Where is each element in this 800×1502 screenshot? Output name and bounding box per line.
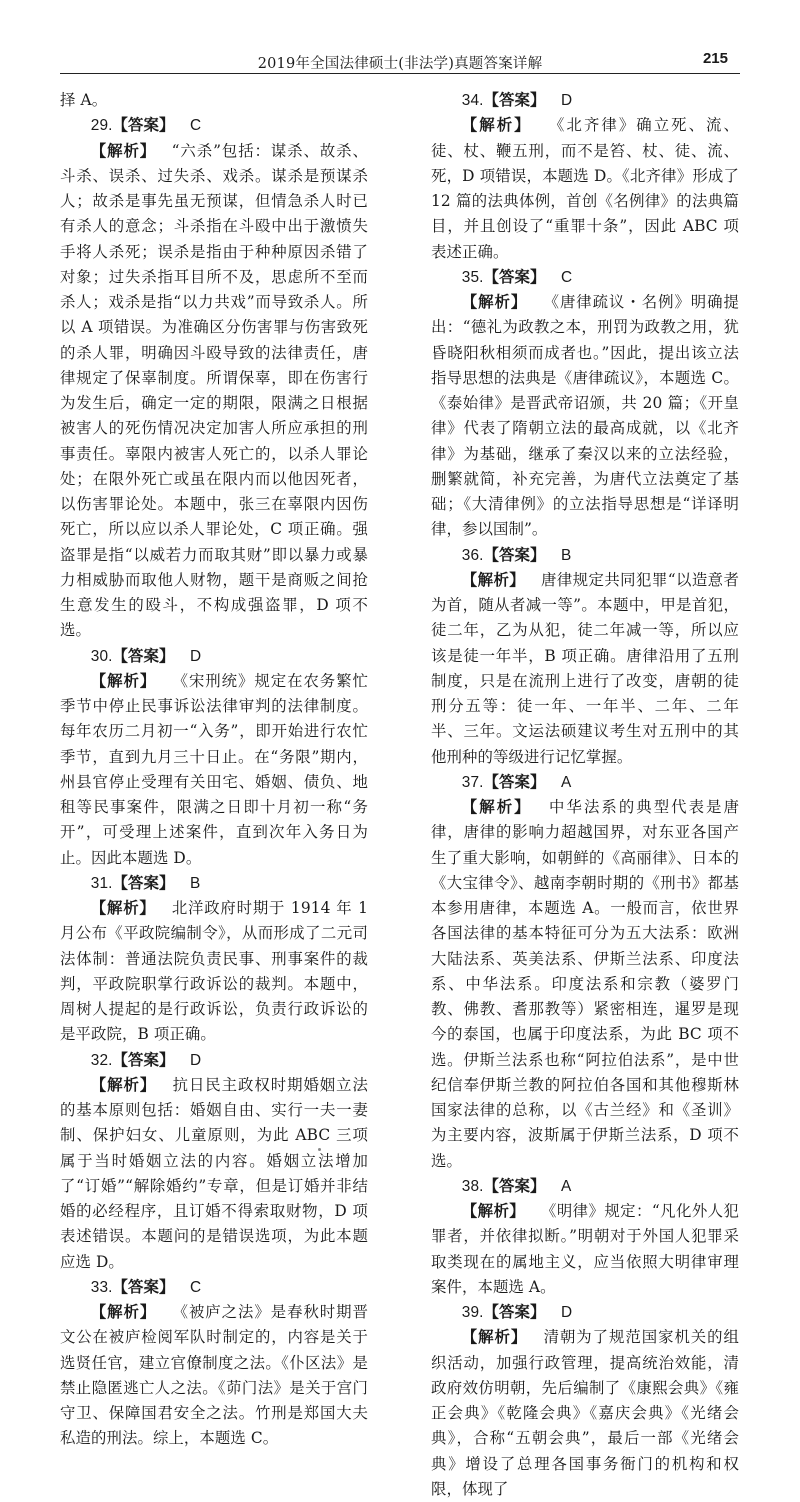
analysis-label: 【解析】	[461, 798, 532, 816]
answer-label: 【答案】	[112, 116, 175, 135]
answer-label: 【答案】	[483, 772, 546, 791]
answer-label: 【答案】	[483, 545, 546, 564]
question-number: 29.	[90, 117, 113, 135]
answer-value: A	[560, 773, 572, 791]
analysis-label: 【解析】	[461, 1202, 526, 1220]
analysis-paragraph	[431, 290, 739, 543]
analysis-label: 【解析】	[90, 1075, 157, 1094]
question-number: 38.	[461, 1177, 484, 1195]
analysis-label: 【解析】	[90, 899, 156, 917]
analysis-text: 《宋刑统》规定在农务繁忙季节中停止民事诉讼法律审判的法律制度。每年农历二月初一“入务”，即开始进行农忙季节，直到九月三十日止。在“务限”期内，州县官停止受理有关田宅、婚姻、债负、地租等民事案件，限满之日即十月初一称“务开”，可受理上述案件，直到次年入务日为止。因此本题选 D。	[60, 671, 369, 867]
analysis-text: “六杀”包括：谋杀、故杀、斗杀、误杀、过失杀、戏杀。谋杀是预谋杀人；故杀是事先虽无预谋，但情急杀人时已有杀人的意念；斗杀指在斗殴中出于激愤失手将人杀死；误杀是指由于种种原因杀错了对象；过失杀指耳目所不及，思虑所不至而杀人；戏杀是指“以力共戏”而导致杀人。所以 A 项错误。为准确区分伤害罪与伤害致死的杀人罪，明确因斗殴导致的法律责任，唐律规定了保辜制度。所谓保辜，即在伤害行为发生后，确定一定的期限，限满之日根据被害人的死伤情况决定加害人所应承担的刑事责任。辜限内被害人死亡的，以杀人罪论处；在限外死亡或虽在限内而以他因死者，以伤害罪论处。本题中，张三在辜限内因伤死亡，所以应以杀人罪论处，C 项正确。强盗罪是指“以威若力而取其财”即以暴力或暴力相威胁而取他人财物，题干是商贩之间抢生意发生的殴斗，不构成强盗罪，D 项不选。	[60, 141, 368, 640]
analysis-text: 《北齐律》确立死、流、徒、杖、鞭五刑，而不是笞、杖、徒、流、死，D 项错误，本题选 D。《北齐律》形成了 12 篇的法典体例，首创《名例律》的法典篇目，并且创设了“重罪十条”，因此 ABC 项表述正确。	[431, 116, 739, 261]
answer-value: A	[560, 1177, 572, 1195]
analysis-label: 【解析】	[461, 570, 526, 589]
analysis-paragraph	[431, 795, 739, 1174]
page-header	[0, 50, 800, 74]
answer-label: 【答案】	[112, 873, 175, 892]
answer-line	[60, 871, 368, 896]
answer-label: 【答案】	[483, 1176, 546, 1195]
answer-value: C	[560, 268, 573, 286]
analysis-text: 抗日民主政权时期婚姻立法的基本原则包括：婚姻自由、实行一夫一妻制、保护妇女、儿童原则，为此 ABC 三项属于当时婚姻立法的内容。婚姻立法增加了“订婚”“解除婚约”专章，但是订婚并非结婚的必经程序，且订婚不得索取财物，D 项表述错误。本题问的是错误选项，为此本题应选 D。	[60, 1075, 369, 1271]
analysis-paragraph	[60, 1300, 368, 1452]
question-number: 39.	[461, 1304, 484, 1321]
answer-label: 【答案】	[112, 1277, 175, 1296]
question-number: 37.	[461, 773, 484, 791]
question-number: 30.	[90, 647, 113, 665]
answer-value: D	[560, 1304, 573, 1321]
analysis-text: 《唐律疏议・名例》明确提出：“德礼为政教之本，刑罚为政教之用，犹昏晓阳秋相须而成者也。”因此，提出该立法指导思想的法典是《唐律疏议》，本题选 C。《泰始律》是晋武帝诏颁，共 20 篇；《开皇律》代表了隋朝立法的最高成就，以《北齐律》为基础，继承了秦汉以来的立法经验，删繁就简，补充完善，为唐代立法奠定了基础；《大清律例》的立法指导思想是“详译明律，参以国制”。	[431, 293, 740, 539]
analysis-text: 唐律规定共同犯罪“以造意者为首，随从者减一等”。本题中，甲是首犯，徒二年，乙为从犯，徒二年减一等，所以应该是徒一年半，B 项正确。唐律沿用了五刑制度，只是在流刑上进行了改变，唐朝的徒刑分五等：徒一年、一年半、二年、二年半、三年。文运法硕建议考生对五刑中的其他刑种的等级进行记忆掌握。	[431, 570, 740, 766]
analysis-text: 《明律》规定：“凡化外人犯罪者，并依律拟断。”明朝对于外国人犯罪采取类现在的属地主义，应当依照大明律审理案件，本题选 A。	[431, 1202, 740, 1296]
question-number: 33.	[90, 1278, 113, 1296]
analysis-paragraph	[431, 113, 739, 265]
question-number: 32.	[90, 1051, 113, 1069]
analysis-label: 【解析】	[461, 293, 528, 311]
answer-line	[60, 113, 368, 138]
analysis-label: 【解析】	[90, 141, 157, 160]
answer-value: B	[560, 546, 572, 564]
question-number: 35.	[461, 268, 484, 286]
analysis-label: 【解析】	[90, 1303, 157, 1321]
analysis-text: 北洋政府时期于 1914 年 1 月公布《平政院编制令》，从而形成了二元司法体制：普通法院负责民事、刑事案件的裁判，平政院职掌行政诉讼的裁判。本题中，周树人提起的是行政诉讼，负责行政诉讼的是平政院，B 项正确。	[60, 899, 368, 1044]
answer-label: 【答案】	[483, 1303, 546, 1321]
left-column	[60, 88, 368, 1452]
answer-line	[431, 1300, 739, 1325]
answer-value: B	[189, 874, 201, 892]
question-number: 36.	[461, 546, 484, 564]
analysis-paragraph	[431, 568, 739, 770]
analysis-text: 中华法系的典型代表是唐律，唐律的影响力超越国界，对东亚各国产生了重大影响，如朝鲜的《高丽律》、日本的《大宝律令》、越南李朝时期的《刑书》都基本参用唐律，本题选 A。一般而言，依世界各国法律的基本特征可分为五大法系：欧洲大陆法系、英美法系、伊斯兰法系、印度法系、中华法系。印度法系和宗教（婆罗门教、佛教、耆那教等）紧密相连，暹罗是现今的泰国，也属于印度法系，为此 BC 项不选。伊斯兰法系也称“阿拉伯法系”，是中世纪信奉伊斯兰教的阿拉伯各国和其他穆斯林国家法律的总称，以《古兰经》和《圣训》为主要内容，波斯属于伊斯兰法系，D 项不选。	[431, 798, 739, 1170]
analysis-label: 【解析】	[461, 1328, 528, 1347]
answer-line	[431, 1174, 739, 1199]
answer-value: D	[189, 647, 202, 665]
footer-mark	[318, 1148, 321, 1151]
analysis-text: 《被庐之法》是春秋时期晋文公在被庐检阅军队时制定的，内容是关于选贤任官，建立官僚制度之法。《仆区法》是禁止隐匿逃亡人之法。《茆门法》是关于宫门守卫、保障国君安全之法。竹刑是郑国大夫私造的刑法。综上，本题选 C。	[60, 1303, 369, 1448]
analysis-paragraph	[431, 1325, 739, 1502]
analysis-paragraph	[60, 669, 368, 871]
answer-value: D	[560, 92, 573, 109]
analysis-paragraph	[60, 139, 368, 644]
answer-label: 【答案】	[483, 91, 546, 109]
answer-line	[60, 644, 368, 669]
answer-line	[60, 1048, 368, 1073]
answer-line	[431, 770, 739, 795]
answer-label: 【答案】	[483, 267, 546, 286]
analysis-label: 【解析】	[461, 116, 532, 135]
answer-line	[431, 88, 739, 113]
page-number: 215	[702, 50, 728, 67]
right-column	[431, 88, 739, 1502]
analysis-paragraph	[431, 1199, 739, 1300]
answer-value: C	[189, 1278, 202, 1296]
answer-line	[60, 1275, 368, 1300]
answer-value: C	[189, 117, 202, 135]
answer-value: D	[189, 1051, 202, 1069]
paragraph: 择 A。	[60, 91, 108, 109]
analysis-text: 清朝为了规范国家机关的组织活动，加强行政管理，提高统治效能，清政府效仿明朝，先后编制了《康熙会典》《雍正会典》《乾隆会典》《嘉庆会典》《光绪会典》，合称“五朝会典”，最后一部《光绪会典》增设了总理各国事务衙门的机构和权限，体现了	[431, 1328, 740, 1498]
answer-label: 【答案】	[112, 646, 175, 665]
analysis-paragraph	[60, 896, 368, 1048]
answer-line	[431, 265, 739, 290]
answer-label: 【答案】	[112, 1050, 175, 1069]
question-number: 34.	[461, 92, 484, 109]
header-rule	[60, 73, 740, 74]
analysis-label: 【解析】	[90, 671, 157, 690]
header-title: 2019年全国法律硕士(非法学)真题答案详解	[257, 56, 543, 72]
analysis-paragraph	[60, 1073, 368, 1275]
question-number: 31.	[90, 874, 113, 892]
answer-line	[431, 543, 739, 568]
